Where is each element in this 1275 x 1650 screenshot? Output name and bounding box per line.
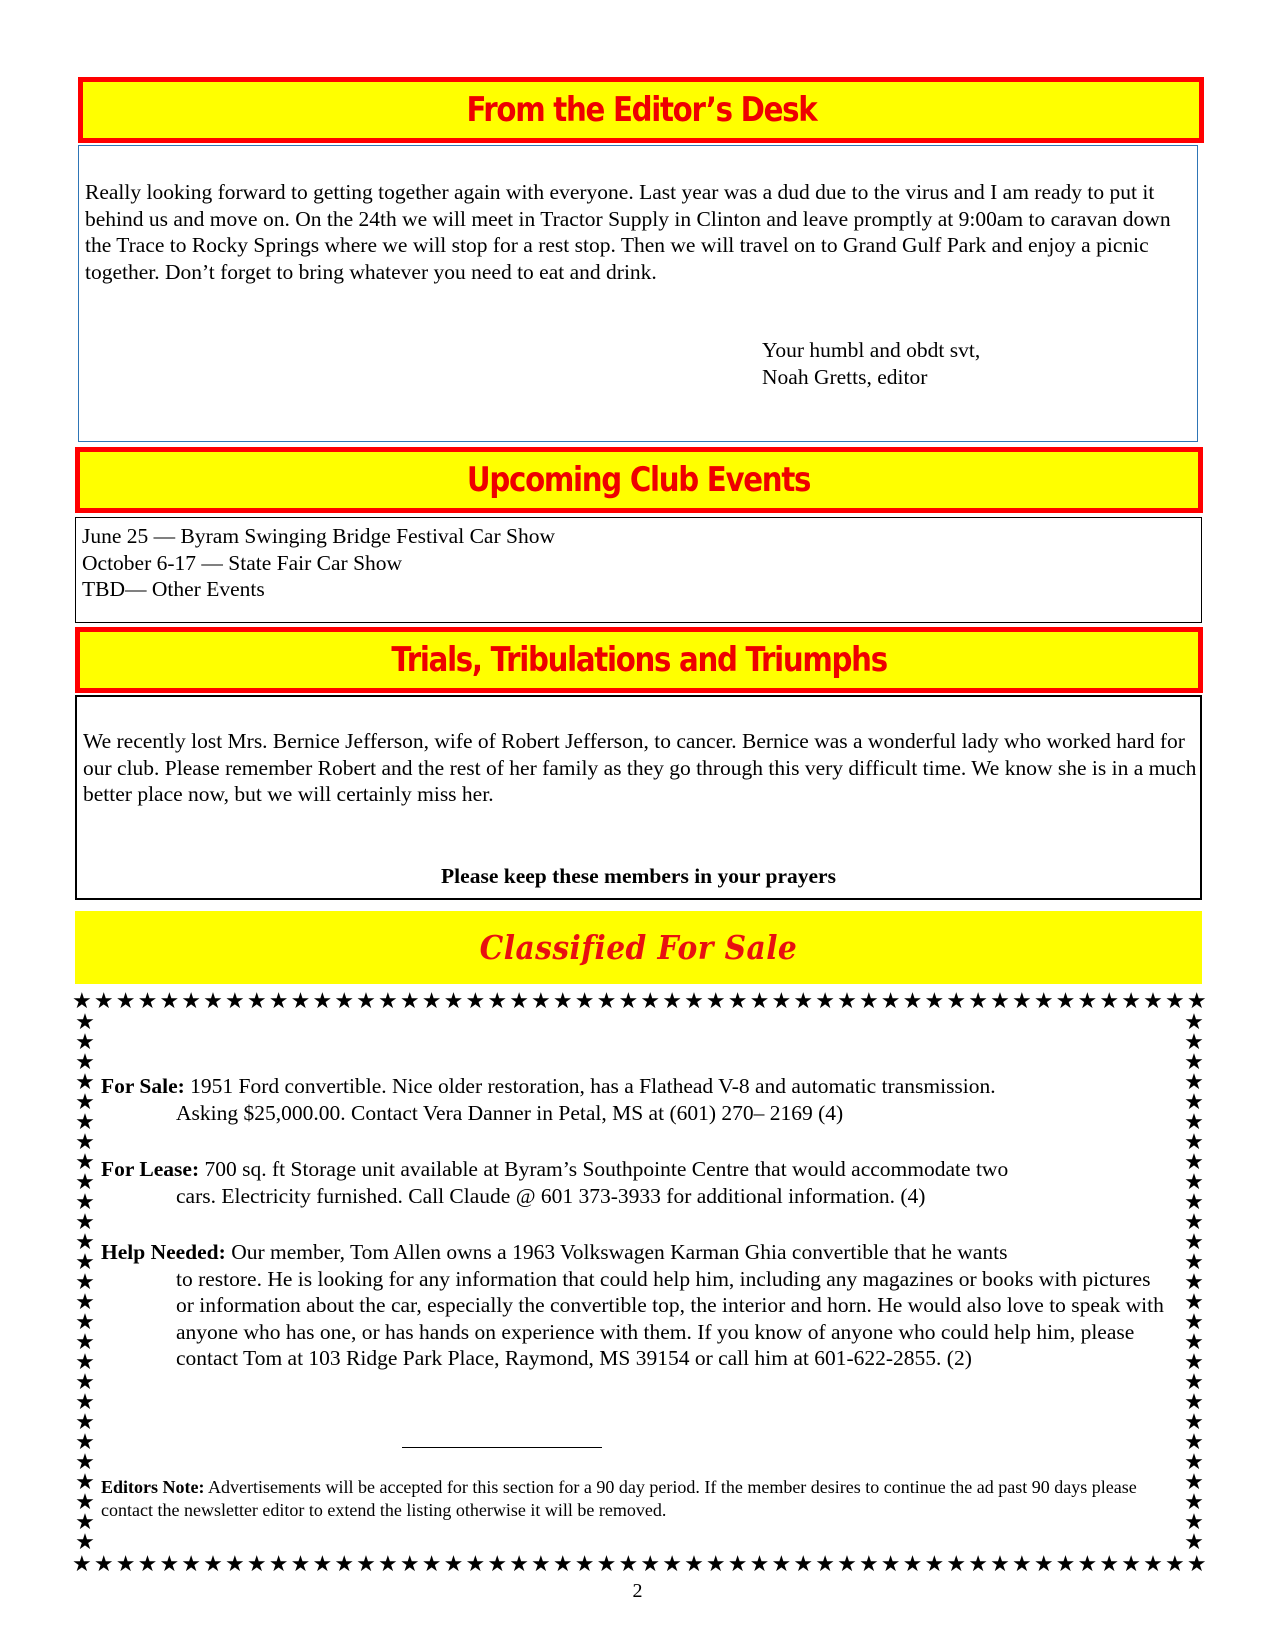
star-icon: ★ bbox=[421, 988, 442, 1013]
star-icon: ★ bbox=[290, 988, 311, 1013]
star-icon: ★ bbox=[1184, 1069, 1204, 1094]
star-icon: ★ bbox=[465, 1551, 486, 1576]
star-icon: ★ bbox=[75, 1229, 95, 1254]
star-icon: ★ bbox=[443, 1551, 464, 1576]
editor-section-header bbox=[78, 77, 1204, 143]
star-icon: ★ bbox=[75, 1469, 95, 1494]
star-icon: ★ bbox=[75, 1249, 95, 1274]
star-icon: ★ bbox=[181, 988, 202, 1013]
star-icon: ★ bbox=[1184, 1029, 1204, 1054]
star-icon: ★ bbox=[225, 1551, 245, 1576]
star-icon: ★ bbox=[946, 1551, 967, 1576]
star-icon: ★ bbox=[75, 1009, 95, 1034]
star-icon: ★ bbox=[815, 988, 835, 1013]
star-icon: ★ bbox=[75, 1369, 95, 1394]
star-icon: ★ bbox=[1033, 1551, 1054, 1576]
star-icon: ★ bbox=[596, 988, 617, 1013]
star-icon: ★ bbox=[487, 1551, 508, 1576]
ad-rest: cars. Electricity furnished. Call Claude @ 601 373-3933 for additional information. (4) bbox=[176, 1183, 926, 1208]
event-item: October 6-17 — State Fair Car Show bbox=[82, 550, 403, 575]
star-icon: ★ bbox=[640, 988, 661, 1013]
star-icon: ★ bbox=[793, 988, 814, 1013]
star-icon: ★ bbox=[990, 1551, 1010, 1576]
star-icon: ★ bbox=[1184, 1269, 1204, 1294]
star-icon: ★ bbox=[552, 988, 573, 1013]
star-icon: ★ bbox=[552, 1551, 573, 1576]
star-icon: ★ bbox=[75, 1389, 95, 1414]
star-icon: ★ bbox=[684, 1551, 704, 1576]
star-icon: ★ bbox=[1077, 988, 1098, 1013]
star-icon: ★ bbox=[1011, 988, 1032, 1013]
star-icon: ★ bbox=[75, 1109, 95, 1134]
editors-note-text: Advertisements will be accepted for this section for a 90 day period. If the member desires to continue the ad past 90 days please contact the newsletter editor to extend the listing otherwise it will be removed. bbox=[101, 1477, 1137, 1520]
star-icon: ★ bbox=[1184, 1409, 1204, 1434]
star-icon: ★ bbox=[749, 988, 770, 1013]
star-icon: ★ bbox=[1184, 1469, 1204, 1494]
classified-section-title: Classified For Sale bbox=[479, 928, 798, 967]
star-icon: ★ bbox=[1121, 988, 1141, 1013]
page-number: 2 bbox=[632, 1580, 643, 1602]
star-icon: ★ bbox=[1184, 1349, 1204, 1374]
star-icon: ★ bbox=[75, 1129, 95, 1154]
star-icon: ★ bbox=[1164, 1551, 1185, 1576]
star-icon: ★ bbox=[1184, 1189, 1204, 1214]
star-icon: ★ bbox=[75, 1169, 95, 1194]
star-icon: ★ bbox=[1055, 988, 1076, 1013]
star-icon: ★ bbox=[1186, 988, 1207, 1013]
trials-section-title: Trials, Tribulations and Triumphs bbox=[391, 640, 887, 680]
star-icon: ★ bbox=[203, 988, 223, 1013]
star-icon: ★ bbox=[1184, 1149, 1204, 1174]
star-icon: ★ bbox=[75, 1069, 95, 1094]
star-icon: ★ bbox=[1184, 1089, 1204, 1114]
editors-note-label: Editors Note: bbox=[101, 1477, 205, 1497]
star-icon: ★ bbox=[312, 988, 333, 1013]
star-icon: ★ bbox=[75, 1329, 95, 1354]
star-icon: ★ bbox=[334, 988, 355, 1013]
star-icon: ★ bbox=[75, 1049, 95, 1074]
star-icon: ★ bbox=[1121, 1551, 1141, 1576]
star-icon: ★ bbox=[181, 1551, 202, 1576]
star-icon: ★ bbox=[75, 1189, 95, 1214]
star-icon: ★ bbox=[443, 988, 464, 1013]
star-icon: ★ bbox=[1143, 1551, 1163, 1576]
star-icon: ★ bbox=[815, 1551, 835, 1576]
star-icon: ★ bbox=[421, 1551, 442, 1576]
event-item: June 25 — Byram Swinging Bridge Festival Car Show bbox=[82, 524, 555, 548]
star-icon: ★ bbox=[1184, 1109, 1204, 1134]
star-icon: ★ bbox=[1184, 1289, 1204, 1314]
star-icon: ★ bbox=[662, 1551, 682, 1576]
star-icon: ★ bbox=[1184, 1509, 1204, 1534]
star-icon: ★ bbox=[75, 1349, 95, 1374]
star-icon: ★ bbox=[968, 1551, 988, 1576]
star-icon: ★ bbox=[334, 1551, 355, 1576]
star-icon: ★ bbox=[1055, 1551, 1076, 1576]
ad-label: For Sale: bbox=[101, 1074, 185, 1098]
star-icon: ★ bbox=[137, 1551, 158, 1576]
star-icon: ★ bbox=[75, 1209, 95, 1234]
classified-ad-help-needed bbox=[101, 1239, 1186, 1372]
star-icon: ★ bbox=[93, 1551, 114, 1576]
star-icon: ★ bbox=[75, 1429, 95, 1454]
star-icon: ★ bbox=[268, 988, 289, 1013]
prayers-closing: Please keep these members in your prayers bbox=[441, 864, 836, 888]
star-border-bottom bbox=[72, 1553, 1207, 1575]
star-icon: ★ bbox=[968, 988, 988, 1013]
star-icon: ★ bbox=[662, 988, 682, 1013]
star-icon: ★ bbox=[246, 988, 267, 1013]
star-icon: ★ bbox=[115, 988, 136, 1013]
star-icon: ★ bbox=[1184, 1229, 1204, 1254]
star-icon: ★ bbox=[93, 988, 114, 1013]
events-section-header bbox=[75, 447, 1203, 513]
star-icon: ★ bbox=[399, 988, 420, 1013]
star-icon: ★ bbox=[75, 1529, 95, 1554]
star-icon: ★ bbox=[596, 1551, 617, 1576]
classified-ad-for-lease bbox=[101, 1156, 1186, 1209]
star-icon: ★ bbox=[1184, 1129, 1204, 1154]
star-icon: ★ bbox=[990, 988, 1010, 1013]
star-icon: ★ bbox=[727, 1551, 748, 1576]
star-icon: ★ bbox=[837, 988, 857, 1013]
star-border-right bbox=[1183, 1009, 1205, 1554]
star-icon: ★ bbox=[1184, 1429, 1204, 1454]
classified-section-header bbox=[75, 911, 1202, 984]
star-icon: ★ bbox=[924, 988, 945, 1013]
star-icon: ★ bbox=[268, 1551, 289, 1576]
star-icon: ★ bbox=[531, 988, 551, 1013]
star-icon: ★ bbox=[771, 1551, 792, 1576]
star-icon: ★ bbox=[290, 1551, 311, 1576]
ad-label: Help Needed: bbox=[101, 1240, 226, 1264]
star-icon: ★ bbox=[203, 1551, 223, 1576]
events-list bbox=[82, 523, 555, 603]
star-icon: ★ bbox=[1184, 1169, 1204, 1194]
star-icon: ★ bbox=[924, 1551, 945, 1576]
star-icon: ★ bbox=[509, 1551, 529, 1576]
ad-first-line: 1951 Ford convertible. Nice older restoration, has a Flathead V-8 and automatic transmission. bbox=[190, 1074, 996, 1098]
star-icon: ★ bbox=[1184, 1449, 1204, 1474]
star-icon: ★ bbox=[75, 1309, 95, 1334]
star-icon: ★ bbox=[880, 1551, 901, 1576]
star-border-left bbox=[74, 1009, 96, 1554]
signoff-line-2: Noah Gretts, editor bbox=[762, 364, 928, 389]
star-icon: ★ bbox=[356, 1551, 376, 1576]
star-icon: ★ bbox=[72, 988, 92, 1013]
star-icon: ★ bbox=[75, 1269, 95, 1294]
star-icon: ★ bbox=[902, 988, 923, 1013]
star-icon: ★ bbox=[378, 988, 398, 1013]
star-icon: ★ bbox=[1184, 1209, 1204, 1234]
ad-first-line: Our member, Tom Allen owns a 1963 Volkswagen Karman Ghia convertible that he wants bbox=[231, 1240, 1008, 1264]
event-item: TBD— Other Events bbox=[82, 577, 265, 601]
star-icon: ★ bbox=[1186, 1551, 1207, 1576]
star-icon: ★ bbox=[1164, 988, 1185, 1013]
star-icon: ★ bbox=[465, 988, 486, 1013]
star-icon: ★ bbox=[880, 988, 901, 1013]
divider-line bbox=[402, 1447, 602, 1448]
trials-section-header bbox=[75, 627, 1203, 693]
star-icon: ★ bbox=[1077, 1551, 1098, 1576]
editor-body-text: Really looking forward to getting together again with everyone. Last year was a dud due to the virus and I am ready to put it behind us and move on. On the 24th we will meet in Tractor Supply in Clinton and leave promptly at 9:00am to caravan down the Trace to Rocky Springs where we will stop for a rest stop. Then we will travel on to Grand Gulf Park and enjoy a picnic together. Don’t forget to bring whatever you need to eat and drink. bbox=[85, 180, 1171, 284]
star-icon: ★ bbox=[1143, 988, 1163, 1013]
star-icon: ★ bbox=[1033, 988, 1054, 1013]
editors-note bbox=[101, 1476, 1191, 1522]
star-icon: ★ bbox=[75, 1509, 95, 1534]
trials-body-text: We recently lost Mrs. Bernice Jefferson, wife of Robert Jefferson, to cancer. Bernice was a wonderful lady who worked hard for our club. Please remember Robert and the rest of her family as they go through this very difficult time. We know she is in a much better place now, but we will certainly miss her. bbox=[83, 729, 1197, 806]
star-icon: ★ bbox=[115, 1551, 136, 1576]
star-icon: ★ bbox=[793, 1551, 814, 1576]
star-icon: ★ bbox=[75, 1289, 95, 1314]
star-icon: ★ bbox=[75, 1409, 95, 1434]
star-icon: ★ bbox=[1184, 1389, 1204, 1414]
star-icon: ★ bbox=[1184, 1369, 1204, 1394]
star-icon: ★ bbox=[705, 1551, 726, 1576]
star-icon: ★ bbox=[1184, 1529, 1204, 1554]
star-icon: ★ bbox=[684, 988, 704, 1013]
star-icon: ★ bbox=[837, 1551, 857, 1576]
star-icon: ★ bbox=[75, 1149, 95, 1174]
star-icon: ★ bbox=[749, 1551, 770, 1576]
star-icon: ★ bbox=[159, 988, 180, 1013]
star-icon: ★ bbox=[225, 988, 245, 1013]
star-icon: ★ bbox=[509, 988, 529, 1013]
star-icon: ★ bbox=[574, 1551, 595, 1576]
ad-first-line: 700 sq. ft Storage unit available at Byram’s Southpointe Centre that would accommodate two bbox=[204, 1157, 1009, 1181]
star-icon: ★ bbox=[531, 1551, 551, 1576]
star-icon: ★ bbox=[1184, 1249, 1204, 1274]
editor-signoff bbox=[762, 337, 980, 390]
star-icon: ★ bbox=[1099, 988, 1120, 1013]
star-icon: ★ bbox=[1184, 1489, 1204, 1514]
ad-rest: to restore. He is looking for any information that could help him, including any magazines or books with pictures or information about the car, especially the convertible top, the interior and horn. He would also love to speak with anyone who has one, or has hands on experience with them. If you know of anyone who could help him, please contact Tom at 103 Ridge Park Place, Raymond, MS 39154 or call him at 601-622-2855. (2) bbox=[176, 1266, 1164, 1370]
ad-rest: Asking $25,000.00. Contact Vera Danner in Petal, MS at (601) 270– 2169 (4) bbox=[176, 1100, 844, 1125]
star-icon: ★ bbox=[356, 988, 376, 1013]
star-icon: ★ bbox=[618, 1551, 639, 1576]
star-icon: ★ bbox=[727, 988, 748, 1013]
star-icon: ★ bbox=[75, 1029, 95, 1054]
ad-label: For Lease: bbox=[101, 1157, 200, 1181]
star-icon: ★ bbox=[378, 1551, 398, 1576]
signoff-line-1: Your humbl and obdt svt, bbox=[762, 338, 981, 362]
classified-ad-for-sale bbox=[101, 1073, 1186, 1126]
star-icon: ★ bbox=[1011, 1551, 1032, 1576]
editor-section-title: From the Editor’s Desk bbox=[466, 90, 816, 130]
star-icon: ★ bbox=[858, 988, 879, 1013]
star-icon: ★ bbox=[574, 988, 595, 1013]
star-icon: ★ bbox=[858, 1551, 879, 1576]
star-icon: ★ bbox=[1184, 1329, 1204, 1354]
star-icon: ★ bbox=[137, 988, 158, 1013]
star-icon: ★ bbox=[399, 1551, 420, 1576]
star-icon: ★ bbox=[618, 988, 639, 1013]
star-icon: ★ bbox=[946, 988, 967, 1013]
star-icon: ★ bbox=[1099, 1551, 1120, 1576]
star-icon: ★ bbox=[487, 988, 508, 1013]
star-border-top bbox=[72, 990, 1207, 1012]
star-icon: ★ bbox=[1184, 1309, 1204, 1334]
star-icon: ★ bbox=[705, 988, 726, 1013]
events-section-title: Upcoming Club Events bbox=[467, 460, 811, 500]
star-icon: ★ bbox=[75, 1449, 95, 1474]
star-icon: ★ bbox=[640, 1551, 661, 1576]
star-icon: ★ bbox=[771, 988, 792, 1013]
star-icon: ★ bbox=[1184, 1009, 1204, 1034]
star-icon: ★ bbox=[75, 1089, 95, 1114]
star-icon: ★ bbox=[1184, 1049, 1204, 1074]
star-icon: ★ bbox=[902, 1551, 923, 1576]
star-icon: ★ bbox=[312, 1551, 333, 1576]
star-icon: ★ bbox=[75, 1489, 95, 1514]
star-icon: ★ bbox=[246, 1551, 267, 1576]
star-icon: ★ bbox=[72, 1551, 92, 1576]
star-icon: ★ bbox=[159, 1551, 180, 1576]
